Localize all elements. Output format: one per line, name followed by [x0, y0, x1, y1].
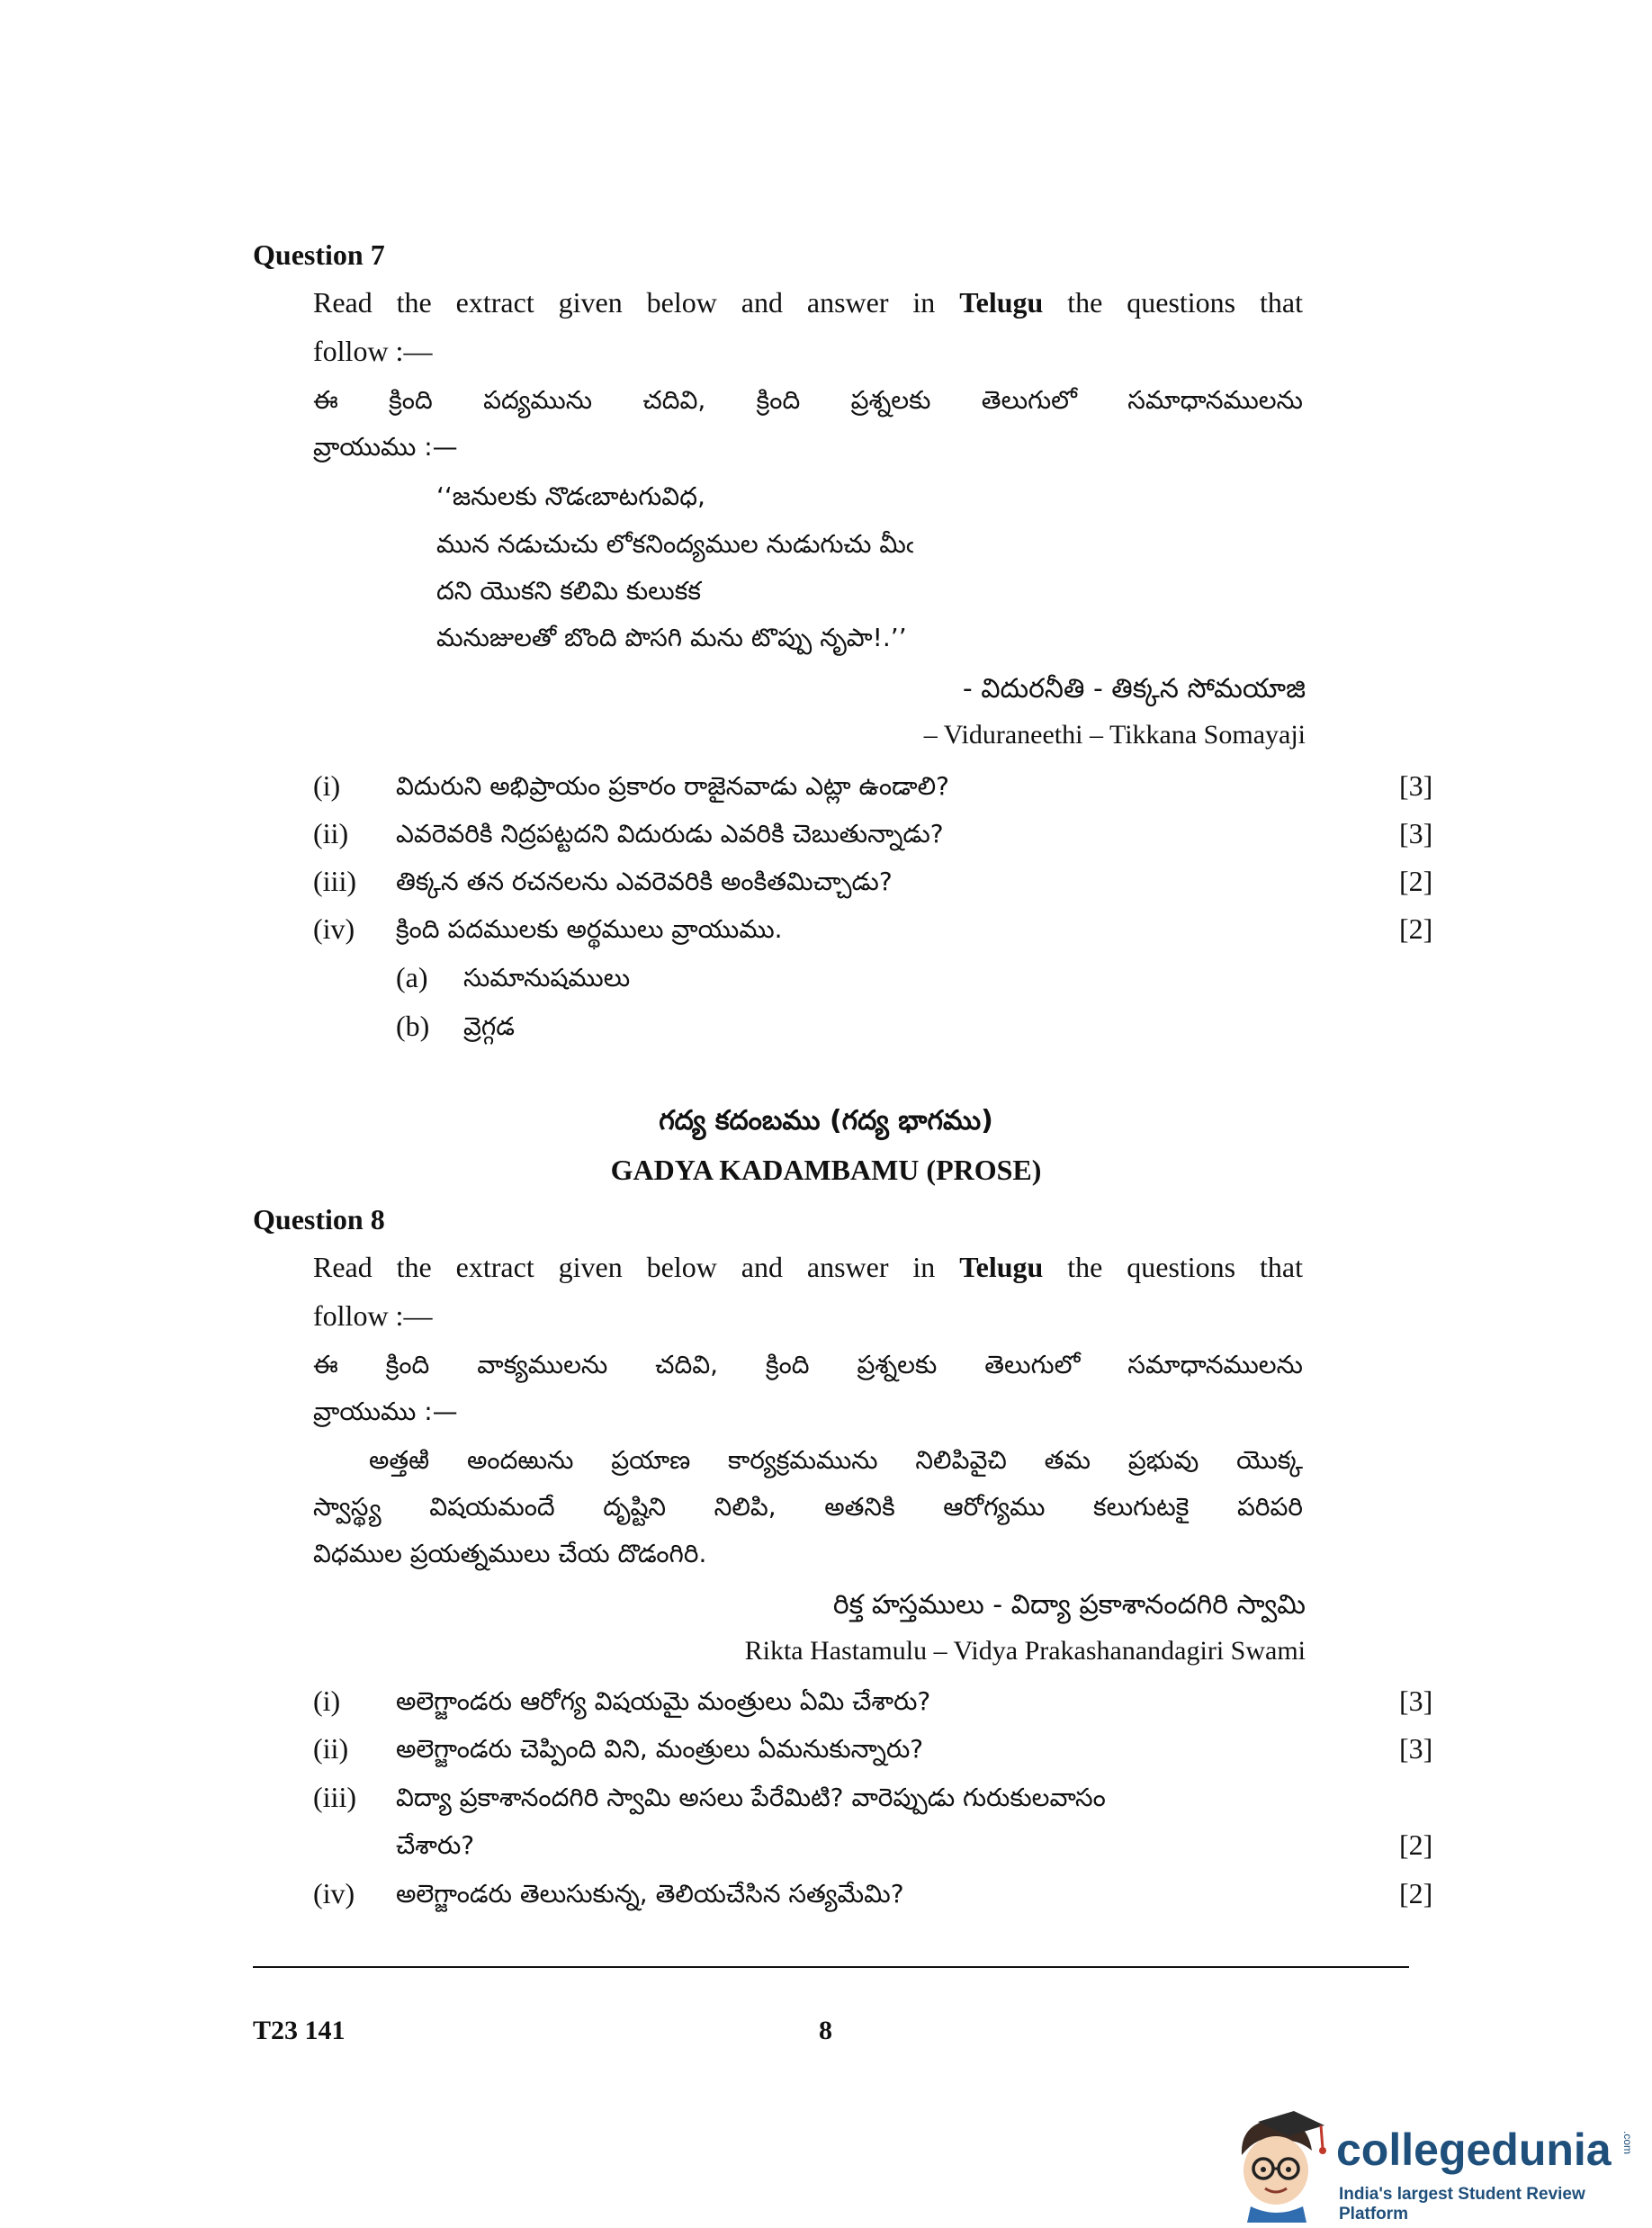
prose-line-2: స్వాస్థ్య విషయమందే దృష్టిని నిలిపి, అతనికి ఆరోగ్యము కలుగుటకై పరిపరి	[313, 1492, 1303, 1522]
q8-instruction-bold: Telugu	[959, 1251, 1044, 1283]
logo-tagline: India's largest Student Review Platform	[1339, 2185, 1585, 2224]
poem-line-1: ‘‘జనులకు నొడఁబాటగువిధ,	[436, 481, 705, 511]
q7-question-text: క్రింది పదములకు అర్థములు వ్రాయుము.	[396, 914, 783, 944]
page-number: 8	[819, 2016, 832, 2045]
q7-question-text: ఎవరెవరికి నిద్రపట్టదని విదురుడు ఎవరికి చెబుతున్నాడు?	[396, 819, 944, 849]
logo-wordmark: collegedunia	[1336, 2125, 1612, 2175]
q8-question-number: (ii)	[313, 1732, 349, 1765]
q7-instruction-text-2: the questions that	[1067, 286, 1304, 319]
q7-question-number: (iv)	[313, 912, 355, 945]
q8-instruction-telugu: ఈ క్రింది వాక్యములను చదివి, క్రింది ప్రశ్నలకు తెలుగులో సమాధానములను	[313, 1350, 1303, 1379]
q7-subpart-text: వ్రెగ్గడ	[463, 1011, 515, 1041]
q7-instruction-english	[313, 286, 1303, 319]
q8-question-marks: [2]	[1399, 1877, 1433, 1909]
q8-question-number: (iv)	[313, 1877, 355, 1909]
q7-question-text: తిక్కన తన రచనలను ఎవరెవరికి అంకితమిచ్చాడు?	[396, 867, 893, 896]
paper-code: T23 141	[253, 2016, 346, 2045]
question-7-heading: Question 7	[253, 238, 385, 271]
footer-rule	[253, 1966, 1409, 1968]
q8-question-marks: [3]	[1399, 1684, 1433, 1717]
q8-question-marks: [3]	[1399, 1732, 1433, 1765]
q7-instruction-bold: Telugu	[959, 286, 1044, 319]
q8-source-english: Rikta Hastamulu – Vidya Prakashanandagiri Swami	[744, 1636, 1306, 1666]
prose-line-1: అత్తఱి అందఱును ప్రయాణ కార్యక్రమమును నిలిపివైచి తమ ప్రభువు యొక్క	[369, 1445, 1303, 1475]
q8-source-telugu: రిక్త హస్తములు - విద్యా ప్రకాశానందగిరి స్వామి	[832, 1589, 1306, 1621]
question-8-heading: Question 8	[253, 1203, 385, 1235]
q8-question-number: (i)	[313, 1684, 341, 1717]
prose-line-3: విధముల ప్రయత్నములు చేయ దొడంగిరి.	[313, 1539, 707, 1568]
poem-line-4: మనుజులతో బొంది పొసగి మను టొప్పు నృపా!.’’	[436, 623, 907, 652]
q8-question-text: అలెగ్జాండరు చెప్పింది విని, మంత్రులు ఏమనుకున్నారు?	[396, 1734, 924, 1764]
q7-subpart-text: సుమానుషములు	[463, 963, 631, 993]
q7-question-text: విదురుని అభిప్రాయం ప్రకారం రాజైనవాడు ఎట్లా ఉండాలి?	[396, 771, 949, 801]
q8-question-text: అలెగ్జాండరు తెలుసుకున్న, తెలియచేసిన సత్యమేమి?	[396, 1879, 904, 1909]
q7-question-marks: [3]	[1399, 769, 1433, 802]
poem-line-3: దని యొకని కలిమి కులుకక	[436, 576, 701, 606]
logo-suffix: .com	[1621, 2131, 1634, 2155]
q7-instruction-follow: follow :—	[313, 335, 433, 367]
q7-question-number: (ii)	[313, 817, 349, 849]
q7-question-marks: [2]	[1399, 865, 1433, 897]
q8-question-text: విద్యా ప్రకాశానందగిరి స్వామి అసలు పేరేమిటి? వారెప్పుడు గురుకులవాసం	[396, 1783, 1106, 1812]
q8-instruction-telugu-2: వ్రాయుము :—	[313, 1397, 458, 1426]
q7-question-number: (i)	[313, 769, 341, 802]
section-title-english: GADYA KADAMBAMU (PROSE)	[610, 1154, 1042, 1186]
q7-instruction-text: Read the extract given below and answer in	[313, 286, 936, 319]
q7-question-marks: [2]	[1399, 912, 1433, 945]
poem-line-2: మున నడుచుచు లోకనింద్యముల నుడుగుచు మీఁ	[436, 529, 914, 559]
q7-instruction-telugu: ఈ క్రింది పద్యమును చదివి, క్రింది ప్రశ్నలకు తెలుగులో సమాధానములను	[313, 385, 1303, 415]
q7-question-marks: [3]	[1399, 817, 1433, 849]
q8-instruction-follow: follow :—	[313, 1299, 433, 1332]
q8-instruction-text: Read the extract given below and answer in	[313, 1251, 936, 1283]
section-title-telugu: గద్య కదంబము (గద్య భాగము)	[659, 1105, 993, 1136]
mascot-icon	[1224, 2106, 1332, 2223]
q8-question-marks: [2]	[1399, 1828, 1433, 1861]
q7-question-number: (iii)	[313, 865, 356, 897]
q8-question-text-continued: చేశారు?	[396, 1830, 475, 1860]
q8-instruction-english	[313, 1251, 1303, 1284]
q7-subpart-label: (b)	[396, 1010, 430, 1042]
q8-question-text: అలెగ్జాండరు ఆరోగ్య విషయమై మంత్రులు ఏమి చేశారు?	[396, 1686, 931, 1716]
q8-question-number: (iii)	[313, 1781, 356, 1813]
q8-instruction-text-2: the questions that	[1067, 1251, 1304, 1283]
q7-subpart-label: (a)	[396, 961, 428, 993]
collegedunia-logo	[1224, 2106, 1647, 2223]
q7-source-telugu: - విదురనీతి - తిక్కన సోమయాజి	[962, 673, 1306, 705]
q7-instruction-telugu-2: వ్రాయుము :—	[313, 432, 458, 462]
q7-source-english: – Viduraneethi – Tikkana Somayaji	[923, 720, 1306, 750]
